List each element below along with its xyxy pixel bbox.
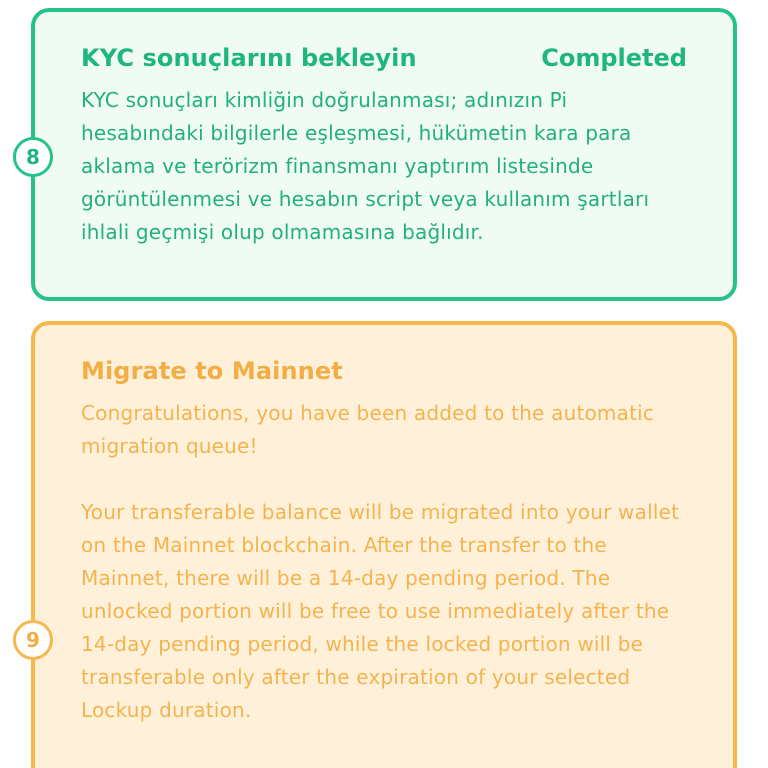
step-title: Migrate to Mainnet xyxy=(81,357,343,385)
step-card-content xyxy=(81,357,687,727)
step-number-badge-8: 8 xyxy=(13,137,53,177)
step-description-congrats: Congratulations, you have been added to the automatic migration queue! xyxy=(81,401,655,458)
step-card-kyc xyxy=(31,8,737,301)
step-title-row xyxy=(81,357,687,385)
step-description: KYC sonuçları kimliğin doğrulanması; adınızın Pi hesabındaki bilgilerle eşleşmesi, hükümetin kara para aklama ve terörizm finansmanı yaptırım listesinde görüntülenmesi ve hesabın script veya kullanım şartları ihlali geçmişi olup olmamasına bağlıdır. xyxy=(81,88,650,244)
status-badge: Completed xyxy=(541,44,687,72)
step-title-row xyxy=(81,44,687,72)
step-number-badge-9: 9 xyxy=(13,620,53,660)
step-card-content xyxy=(81,44,687,249)
step-card-migrate xyxy=(31,321,737,768)
step-description-transfer: Your transferable balance will be migrated into your wallet on the Mainnet blockchain. After the transfer to the Mainnet, there will be a 14-day pending period. The unlocked portion will be free to use immediately after the 14-day pending period, while the locked portion will be transferable only after the expiration of your selected Lockup duration. xyxy=(81,500,680,722)
step-title: KYC sonuçlarını bekleyin xyxy=(81,44,417,72)
